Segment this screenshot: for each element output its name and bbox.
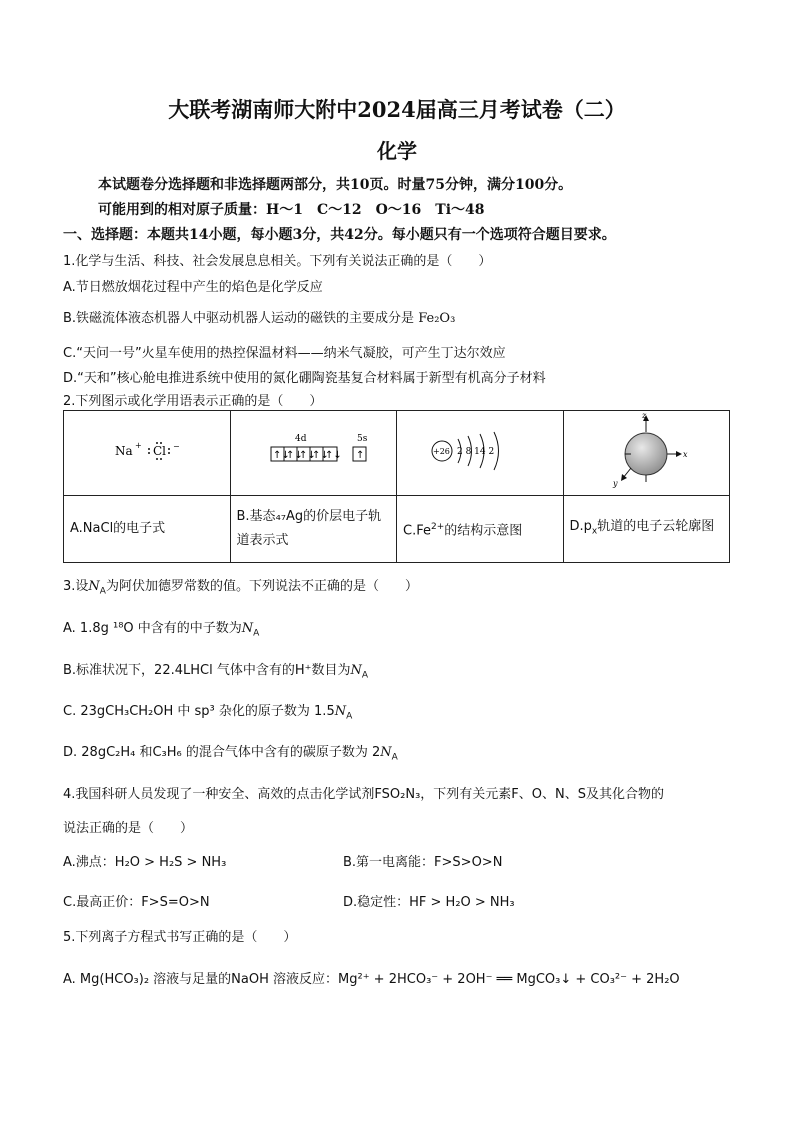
- question-2-option-d: $D.p_x$轨道的电子云轮廓图: [563, 496, 730, 563]
- question-1-option-c: C.“天问一号”火星车使用的热控保温材料——纳米气凝胶，可产生丁达尔效应: [63, 346, 506, 361]
- question-2-table: [63, 410, 730, 563]
- svg-text:↑↓: ↑↓: [286, 450, 304, 461]
- question-4-option-d: D.稳定性：HF > H₂O > NH₃: [343, 895, 515, 910]
- question-2-option-a: A.NaCl的电子式: [64, 496, 231, 563]
- svg-text:↑↓: ↑↓: [325, 450, 343, 461]
- question-2-stem: 2.下列图示或化学用语表示正确的是（ ）: [63, 394, 323, 409]
- nacl-electron-formula-cell: [64, 411, 231, 496]
- question-3-stem: 3.设$N_A$为阿伏加德罗常数的值。下列说法不正确的是（ ）: [63, 579, 418, 597]
- svg-text:+: +: [134, 441, 142, 450]
- axis-x: x: [683, 450, 688, 459]
- px-orbital-cell: [563, 411, 730, 496]
- ag-orbital-diagram: [253, 429, 373, 473]
- question-3-option-b: B.标准状况下，22.4LHCl 气体中含有的H⁺数目为$N_A$: [63, 663, 369, 681]
- px-orbital-diagram: [601, 412, 691, 490]
- axis-y: y: [613, 479, 618, 488]
- label-5s: 5s: [357, 434, 368, 444]
- question-5-option-a: A. Mg(HCO₃)₂ 溶液与足量的NaOH 溶液反应：Mg²⁺ + 2HCO₃⁻ + 2OH⁻ ══ MgCO₃↓ + CO₃²⁻ + 2H₂O: [63, 972, 680, 987]
- shell-electrons: 2 8 14 2: [456, 447, 494, 457]
- nacl-electron-formula: [87, 431, 207, 471]
- question-1-option-b: [63, 307, 455, 326]
- question-3-option-d: D. 28gC₂H₄ 和C₃H₆ 的混合气体中含有的碳原子数为 $2N_A$: [63, 745, 398, 763]
- label-4d: 4d: [295, 434, 307, 444]
- question-5-stem: 5.下列离子方程式书写正确的是（ ）: [63, 930, 297, 945]
- question-4-stem-line1: 4.我国科研人员发现了一种安全、高效的点击化学试剂FSO₂N₃，下列有关元素F、O、N、S及其化合物的: [63, 787, 664, 802]
- question-3-option-c: C. 23gCH₃CH₂OH 中 sp³ 杂化的原子数为 $1.5N_A$: [63, 704, 353, 722]
- atomic-mass-note: 可能用到的相对原子质量：H～1 C～12 O～16 Ti～48: [98, 202, 485, 218]
- svg-text:−: −: [172, 442, 180, 451]
- formula-fe2o3: Fe₂O₃: [418, 311, 456, 326]
- svg-text:↑↓: ↑↓: [299, 450, 317, 461]
- question-1-stem: 1.化学与生活、科技、社会发展息息相关。下列有关说法正确的是（ ）: [63, 254, 492, 269]
- section-heading: 一、选择题：本题共14小题，每小题3分，共42分。每小题只有一个选项符合题目要求。: [63, 227, 616, 243]
- fe-ion-structure-diagram: [420, 429, 540, 473]
- question-3-option-a: A. 1.8g ¹⁸O 中含有的中子数为$N_A$: [63, 621, 260, 639]
- question-4-option-c: C.最高正价：F>S=O>N: [63, 895, 210, 910]
- question-2-option-c: $C.Fe^{2+}$的结构示意图: [397, 496, 564, 563]
- axis-z: z: [642, 412, 647, 420]
- question-1-option-d: D.“天和”核心舱电推进系统中使用的氮化硼陶瓷基复合材料属于新型有机高分子材料: [63, 371, 546, 386]
- na-symbol: Na: [114, 444, 133, 458]
- svg-text:↑↓: ↑↓: [273, 450, 291, 461]
- question-1-option-a: A.节日燃放烟花过程中产生的焰色是化学反应: [63, 280, 323, 295]
- nucleus-charge: +26: [432, 447, 450, 456]
- ag-orbital-diagram-cell: [230, 411, 397, 496]
- question-4-option-b: B.第一电离能：F>S>O>N: [343, 855, 503, 870]
- svg-text:↑: ↑: [356, 450, 365, 461]
- exam-note: 本试题卷分选择题和非选择题两部分，共10页。时量75分钟，满分100分。: [98, 177, 573, 193]
- question-2-option-b: B.基态₄₇Ag的价层电子轨道表示式: [230, 496, 397, 563]
- subject-title: 化学: [377, 139, 417, 163]
- question-4-option-a: A.沸点：H₂O > H₂S > NH₃: [63, 855, 227, 870]
- fe-ion-structure-cell: [397, 411, 564, 496]
- question-4-stem-line2: 说法正确的是（ ）: [63, 821, 194, 836]
- exam-title: 大联考湖南师大附中2024届高三月考试卷（二）: [168, 97, 626, 122]
- cl-symbol: Cl: [152, 444, 166, 458]
- svg-text:↑↓: ↑↓: [312, 450, 330, 461]
- option-b-text: B.铁磁流体液态机器人中驱动机器人运动的磁铁的主要成分是: [63, 311, 415, 326]
- ag-symbol: ₄₇Ag: [275, 509, 304, 524]
